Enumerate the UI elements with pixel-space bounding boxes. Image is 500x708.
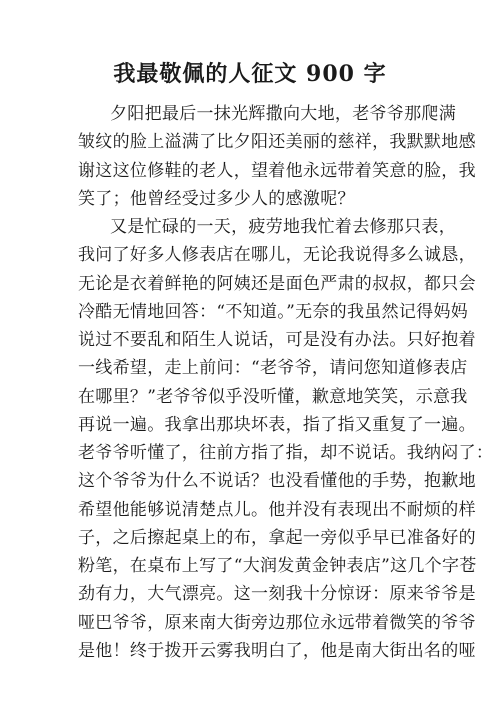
text-line: 夕阳把最后一抹光辉撒向大地，老爷爷那爬满 bbox=[110, 104, 456, 124]
essay-body bbox=[78, 100, 494, 665]
page-title: 我最敬佩的人征文 900 字 bbox=[113, 61, 387, 87]
text-line: 笑了；他曾经受过多少人的感激呢？ bbox=[78, 188, 355, 209]
text-line: 是他！终于拨开云雾我明白了，他是南大街出名的哑 bbox=[78, 640, 476, 661]
text-line: 劲有力，大气漂亮。这一刻我十分惊讶：原来爷爷是 bbox=[78, 584, 476, 605]
text-line: 哑巴爷爷，原来南大街旁边那位永远带着微笑的爷爷 bbox=[78, 612, 476, 633]
text-line: 在哪里？”老爷爷似乎没听懂，歉意地笑笑，示意我 bbox=[78, 386, 468, 407]
text-line: 再说一遍。我拿出那块坏表，指了指又重复了一遍。 bbox=[78, 414, 476, 435]
text-line: 我问了好多人修表店在哪儿，无论我说得多么诚恳， bbox=[78, 245, 476, 266]
text-line: 这个爷爷为什么不说话？也没看懂他的手势，抱歉地 bbox=[78, 471, 476, 492]
text-line: 子，之后擦起桌上的布，拿起一旁似乎早已准备好的 bbox=[78, 527, 476, 548]
text-line: 老爷爷听懂了，往前方指了指，却不说话。我纳闷了： bbox=[78, 443, 494, 463]
text-line: 谢这这位修鞋的老人，望着他永远带着笑意的脸，我 bbox=[78, 160, 476, 181]
text-line: 无论是衣着鲜艳的阿姨还是面色严肃的叔叔，都只会 bbox=[78, 273, 476, 294]
text-line: 粉笔，在桌布上写了“大润发黄金钟表店”这几个字苍 bbox=[78, 556, 477, 576]
text-line: 冷酷无情地回答：“不知道。”无奈的我虽然记得妈妈 bbox=[78, 301, 469, 322]
text-line: 说过不要乱和陌生人说话，可是没有办法。只好抱着 bbox=[78, 330, 476, 350]
text-line: 皱纹的脸上溢满了比夕阳还美丽的慈祥，我默默地感 bbox=[78, 132, 476, 153]
text-line: 一线希望，走上前问：“老爷爷，请问您知道修表店 bbox=[78, 358, 468, 379]
text-line: 又是忙碌的一天，疲劳地我忙着去修那只表， bbox=[110, 217, 456, 237]
text-line: 希望他能够说清楚点儿。他并没有表现出不耐烦的样 bbox=[78, 499, 476, 520]
